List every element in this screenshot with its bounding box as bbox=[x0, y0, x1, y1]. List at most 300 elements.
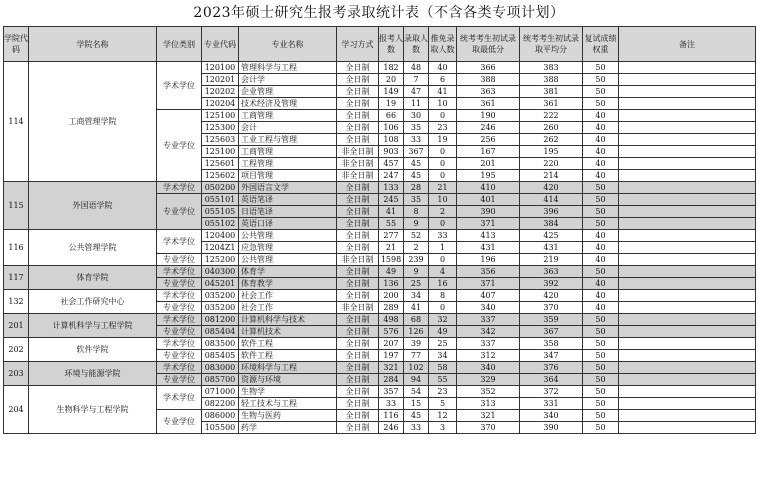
retest-weight-cell: 40 bbox=[583, 290, 619, 302]
applicants-cell: 133 bbox=[379, 182, 404, 194]
exempt-admitted-cell: 0 bbox=[429, 254, 457, 266]
avg-score-cell: 383 bbox=[520, 62, 583, 74]
retest-weight-cell: 50 bbox=[583, 74, 619, 86]
min-score-cell: 342 bbox=[457, 326, 520, 338]
retest-weight-cell: 50 bbox=[583, 338, 619, 350]
college-code-cell: 201 bbox=[4, 314, 29, 338]
major-code-cell: 1204Z1 bbox=[202, 242, 239, 254]
min-score-cell: 337 bbox=[457, 338, 520, 350]
remarks-cell bbox=[619, 62, 756, 74]
major-name-cell: 软件工程 bbox=[239, 350, 337, 362]
table-row bbox=[4, 266, 756, 278]
column-header: 学院名称 bbox=[29, 27, 157, 62]
college-name-cell: 环境与能源学院 bbox=[29, 362, 157, 386]
admitted-cell: 41 bbox=[404, 302, 429, 314]
min-score-cell: 361 bbox=[457, 98, 520, 110]
avg-score-cell: 363 bbox=[520, 266, 583, 278]
major-code-cell: 083500 bbox=[202, 338, 239, 350]
column-header: 复试成绩权重 bbox=[583, 27, 619, 62]
degree-type-cell: 专业学位 bbox=[157, 326, 202, 338]
header-row bbox=[4, 27, 756, 62]
major-name-cell: 项目管理 bbox=[239, 170, 337, 182]
admitted-cell: 8 bbox=[404, 206, 429, 218]
study-mode-cell: 非全日制 bbox=[337, 146, 379, 158]
exempt-admitted-cell: 10 bbox=[429, 194, 457, 206]
study-mode-cell: 全日制 bbox=[337, 314, 379, 326]
avg-score-cell: 414 bbox=[520, 194, 583, 206]
min-score-cell: 401 bbox=[457, 194, 520, 206]
exempt-admitted-cell: 40 bbox=[429, 62, 457, 74]
major-code-cell: 086000 bbox=[202, 410, 239, 422]
major-code-cell: 125602 bbox=[202, 170, 239, 182]
study-mode-cell: 全日制 bbox=[337, 278, 379, 290]
avg-score-cell: 420 bbox=[520, 290, 583, 302]
degree-type-cell: 学术学位 bbox=[157, 266, 202, 278]
retest-weight-cell: 50 bbox=[583, 182, 619, 194]
min-score-cell: 329 bbox=[457, 374, 520, 386]
retest-weight-cell: 50 bbox=[583, 374, 619, 386]
column-header: 学院代码 bbox=[4, 27, 29, 62]
exempt-admitted-cell: 1 bbox=[429, 242, 457, 254]
remarks-cell bbox=[619, 110, 756, 122]
avg-score-cell: 367 bbox=[520, 326, 583, 338]
applicants-cell: 41 bbox=[379, 206, 404, 218]
admitted-cell: 35 bbox=[404, 194, 429, 206]
retest-weight-cell: 50 bbox=[583, 86, 619, 98]
major-name-cell: 环境科学与工程 bbox=[239, 362, 337, 374]
column-header: 报考人数 bbox=[379, 27, 404, 62]
applicants-cell: 1598 bbox=[379, 254, 404, 266]
min-score-cell: 370 bbox=[457, 422, 520, 434]
remarks-cell bbox=[619, 158, 756, 170]
avg-score-cell: 262 bbox=[520, 134, 583, 146]
applicants-cell: 49 bbox=[379, 266, 404, 278]
major-name-cell: 管理科学与工程 bbox=[239, 62, 337, 74]
min-score-cell: 256 bbox=[457, 134, 520, 146]
avg-score-cell: 358 bbox=[520, 338, 583, 350]
college-name-cell: 生物科学与工程学院 bbox=[29, 386, 157, 434]
admitted-cell: 33 bbox=[404, 134, 429, 146]
major-code-cell: 125603 bbox=[202, 134, 239, 146]
study-mode-cell: 全日制 bbox=[337, 134, 379, 146]
exempt-admitted-cell: 12 bbox=[429, 410, 457, 422]
study-mode-cell: 全日制 bbox=[337, 326, 379, 338]
major-name-cell: 英语笔译 bbox=[239, 194, 337, 206]
min-score-cell: 337 bbox=[457, 314, 520, 326]
avg-score-cell: 347 bbox=[520, 350, 583, 362]
min-score-cell: 340 bbox=[457, 362, 520, 374]
major-name-cell: 资源与环境 bbox=[239, 374, 337, 386]
min-score-cell: 196 bbox=[457, 254, 520, 266]
column-header: 学习方式 bbox=[337, 27, 379, 62]
column-header: 统考考生初试录取最低分 bbox=[457, 27, 520, 62]
college-name-cell: 软件学院 bbox=[29, 338, 157, 362]
avg-score-cell: 390 bbox=[520, 422, 583, 434]
retest-weight-cell: 40 bbox=[583, 170, 619, 182]
major-name-cell: 软件工程 bbox=[239, 338, 337, 350]
avg-score-cell: 372 bbox=[520, 386, 583, 398]
column-header: 备注 bbox=[619, 27, 756, 62]
retest-weight-cell: 50 bbox=[583, 98, 619, 110]
major-code-cell: 125200 bbox=[202, 254, 239, 266]
remarks-cell bbox=[619, 86, 756, 98]
major-code-cell: 083000 bbox=[202, 362, 239, 374]
exempt-admitted-cell: 19 bbox=[429, 134, 457, 146]
retest-weight-cell: 40 bbox=[583, 158, 619, 170]
remarks-cell bbox=[619, 182, 756, 194]
table-row bbox=[4, 182, 756, 194]
retest-weight-cell: 50 bbox=[583, 398, 619, 410]
min-score-cell: 190 bbox=[457, 110, 520, 122]
exempt-admitted-cell: 23 bbox=[429, 386, 457, 398]
min-score-cell: 407 bbox=[457, 290, 520, 302]
study-mode-cell: 全日制 bbox=[337, 374, 379, 386]
college-code-cell: 132 bbox=[4, 290, 29, 314]
degree-type-cell: 专业学位 bbox=[157, 194, 202, 230]
applicants-cell: 197 bbox=[379, 350, 404, 362]
exempt-admitted-cell: 21 bbox=[429, 182, 457, 194]
applicants-cell: 55 bbox=[379, 218, 404, 230]
avg-score-cell: 359 bbox=[520, 314, 583, 326]
major-code-cell: 082200 bbox=[202, 398, 239, 410]
remarks-cell bbox=[619, 374, 756, 386]
applicants-cell: 277 bbox=[379, 230, 404, 242]
study-mode-cell: 全日制 bbox=[337, 398, 379, 410]
min-score-cell: 167 bbox=[457, 146, 520, 158]
major-name-cell: 公共管理 bbox=[239, 230, 337, 242]
avg-score-cell: 364 bbox=[520, 374, 583, 386]
exempt-admitted-cell: 0 bbox=[429, 218, 457, 230]
major-name-cell: 应急管理 bbox=[239, 242, 337, 254]
avg-score-cell: 420 bbox=[520, 182, 583, 194]
major-code-cell: 120202 bbox=[202, 86, 239, 98]
remarks-cell bbox=[619, 338, 756, 350]
retest-weight-cell: 40 bbox=[583, 302, 619, 314]
min-score-cell: 312 bbox=[457, 350, 520, 362]
admitted-cell: 68 bbox=[404, 314, 429, 326]
table-row bbox=[4, 290, 756, 302]
admitted-cell: 52 bbox=[404, 230, 429, 242]
remarks-cell bbox=[619, 242, 756, 254]
retest-weight-cell: 50 bbox=[583, 266, 619, 278]
applicants-cell: 247 bbox=[379, 170, 404, 182]
applicants-cell: 66 bbox=[379, 110, 404, 122]
min-score-cell: 431 bbox=[457, 242, 520, 254]
study-mode-cell: 全日制 bbox=[337, 266, 379, 278]
major-code-cell: 125300 bbox=[202, 122, 239, 134]
study-mode-cell: 全日制 bbox=[337, 206, 379, 218]
major-code-cell: 045201 bbox=[202, 278, 239, 290]
retest-weight-cell: 40 bbox=[583, 278, 619, 290]
major-name-cell: 工商管理 bbox=[239, 146, 337, 158]
major-code-cell: 050200 bbox=[202, 182, 239, 194]
avg-score-cell: 370 bbox=[520, 302, 583, 314]
retest-weight-cell: 50 bbox=[583, 410, 619, 422]
admitted-cell: 39 bbox=[404, 338, 429, 350]
major-code-cell: 055102 bbox=[202, 218, 239, 230]
degree-type-cell: 学术学位 bbox=[157, 182, 202, 194]
retest-weight-cell: 50 bbox=[583, 206, 619, 218]
exempt-admitted-cell: 0 bbox=[429, 302, 457, 314]
admitted-cell: 28 bbox=[404, 182, 429, 194]
admitted-cell: 48 bbox=[404, 62, 429, 74]
major-name-cell: 计算机科学与技术 bbox=[239, 314, 337, 326]
study-mode-cell: 全日制 bbox=[337, 290, 379, 302]
study-mode-cell: 全日制 bbox=[337, 386, 379, 398]
exempt-admitted-cell: 23 bbox=[429, 122, 457, 134]
remarks-cell bbox=[619, 314, 756, 326]
major-code-cell: 120204 bbox=[202, 98, 239, 110]
major-name-cell: 社会工作 bbox=[239, 302, 337, 314]
applicants-cell: 903 bbox=[379, 146, 404, 158]
admission-table bbox=[3, 26, 756, 434]
major-name-cell: 工业工程与管理 bbox=[239, 134, 337, 146]
remarks-cell bbox=[619, 134, 756, 146]
remarks-cell bbox=[619, 398, 756, 410]
major-name-cell: 企业管理 bbox=[239, 86, 337, 98]
min-score-cell: 201 bbox=[457, 158, 520, 170]
college-name-cell: 体育学院 bbox=[29, 266, 157, 290]
admitted-cell: 45 bbox=[404, 170, 429, 182]
avg-score-cell: 222 bbox=[520, 110, 583, 122]
remarks-cell bbox=[619, 122, 756, 134]
column-header: 录取人数 bbox=[404, 27, 429, 62]
exempt-admitted-cell: 32 bbox=[429, 314, 457, 326]
exempt-admitted-cell: 0 bbox=[429, 110, 457, 122]
remarks-cell bbox=[619, 230, 756, 242]
exempt-admitted-cell: 55 bbox=[429, 374, 457, 386]
study-mode-cell: 非全日制 bbox=[337, 158, 379, 170]
degree-type-cell: 学术学位 bbox=[157, 314, 202, 326]
admitted-cell: 9 bbox=[404, 266, 429, 278]
study-mode-cell: 全日制 bbox=[337, 182, 379, 194]
degree-type-cell: 专业学位 bbox=[157, 278, 202, 290]
major-name-cell: 轻工技术与工程 bbox=[239, 398, 337, 410]
column-header: 学位类别 bbox=[157, 27, 202, 62]
applicants-cell: 246 bbox=[379, 422, 404, 434]
admitted-cell: 102 bbox=[404, 362, 429, 374]
college-code-cell: 117 bbox=[4, 266, 29, 290]
min-score-cell: 366 bbox=[457, 62, 520, 74]
major-name-cell: 社会工作 bbox=[239, 290, 337, 302]
table-row bbox=[4, 62, 756, 74]
remarks-cell bbox=[619, 290, 756, 302]
remarks-cell bbox=[619, 386, 756, 398]
exempt-admitted-cell: 0 bbox=[429, 158, 457, 170]
study-mode-cell: 全日制 bbox=[337, 350, 379, 362]
applicants-cell: 116 bbox=[379, 410, 404, 422]
degree-type-cell: 学术学位 bbox=[157, 386, 202, 410]
avg-score-cell: 392 bbox=[520, 278, 583, 290]
retest-weight-cell: 40 bbox=[583, 230, 619, 242]
min-score-cell: 390 bbox=[457, 206, 520, 218]
major-code-cell: 071000 bbox=[202, 386, 239, 398]
major-code-cell: 125601 bbox=[202, 158, 239, 170]
exempt-admitted-cell: 58 bbox=[429, 362, 457, 374]
degree-type-cell: 专业学位 bbox=[157, 302, 202, 314]
retest-weight-cell: 40 bbox=[583, 122, 619, 134]
retest-weight-cell: 50 bbox=[583, 218, 619, 230]
table-row bbox=[4, 338, 756, 350]
admitted-cell: 77 bbox=[404, 350, 429, 362]
exempt-admitted-cell: 8 bbox=[429, 290, 457, 302]
admitted-cell: 30 bbox=[404, 110, 429, 122]
exempt-admitted-cell: 33 bbox=[429, 230, 457, 242]
remarks-cell bbox=[619, 302, 756, 314]
major-code-cell: 081200 bbox=[202, 314, 239, 326]
admitted-cell: 33 bbox=[404, 422, 429, 434]
avg-score-cell: 376 bbox=[520, 362, 583, 374]
admitted-cell: 367 bbox=[404, 146, 429, 158]
remarks-cell bbox=[619, 254, 756, 266]
remarks-cell bbox=[619, 74, 756, 86]
major-code-cell: 120201 bbox=[202, 74, 239, 86]
major-name-cell: 公共管理 bbox=[239, 254, 337, 266]
remarks-cell bbox=[619, 170, 756, 182]
retest-weight-cell: 40 bbox=[583, 146, 619, 158]
study-mode-cell: 全日制 bbox=[337, 362, 379, 374]
remarks-cell bbox=[619, 350, 756, 362]
remarks-cell bbox=[619, 422, 756, 434]
retest-weight-cell: 50 bbox=[583, 326, 619, 338]
applicants-cell: 245 bbox=[379, 194, 404, 206]
degree-type-cell: 专业学位 bbox=[157, 410, 202, 434]
column-header: 统考考生初试录取平均分 bbox=[520, 27, 583, 62]
major-name-cell: 体育学 bbox=[239, 266, 337, 278]
major-name-cell: 日语笔译 bbox=[239, 206, 337, 218]
college-code-cell: 115 bbox=[4, 182, 29, 230]
table-row bbox=[4, 362, 756, 374]
college-name-cell: 外国语学院 bbox=[29, 182, 157, 230]
admitted-cell: 45 bbox=[404, 410, 429, 422]
min-score-cell: 313 bbox=[457, 398, 520, 410]
min-score-cell: 363 bbox=[457, 86, 520, 98]
table-row bbox=[4, 386, 756, 398]
exempt-admitted-cell: 25 bbox=[429, 338, 457, 350]
college-code-cell: 204 bbox=[4, 386, 29, 434]
admitted-cell: 2 bbox=[404, 242, 429, 254]
admitted-cell: 9 bbox=[404, 218, 429, 230]
avg-score-cell: 381 bbox=[520, 86, 583, 98]
study-mode-cell: 全日制 bbox=[337, 338, 379, 350]
avg-score-cell: 331 bbox=[520, 398, 583, 410]
avg-score-cell: 260 bbox=[520, 122, 583, 134]
major-code-cell: 105500 bbox=[202, 422, 239, 434]
column-header: 推免录取人数 bbox=[429, 27, 457, 62]
remarks-cell bbox=[619, 218, 756, 230]
column-header: 专业代码 bbox=[202, 27, 239, 62]
study-mode-cell: 全日制 bbox=[337, 242, 379, 254]
min-score-cell: 321 bbox=[457, 410, 520, 422]
exempt-admitted-cell: 34 bbox=[429, 350, 457, 362]
exempt-admitted-cell: 0 bbox=[429, 170, 457, 182]
major-code-cell: 120400 bbox=[202, 230, 239, 242]
applicants-cell: 207 bbox=[379, 338, 404, 350]
applicants-cell: 20 bbox=[379, 74, 404, 86]
major-code-cell: 055101 bbox=[202, 194, 239, 206]
exempt-admitted-cell: 16 bbox=[429, 278, 457, 290]
major-code-cell: 085404 bbox=[202, 326, 239, 338]
exempt-admitted-cell: 49 bbox=[429, 326, 457, 338]
major-name-cell: 会计学 bbox=[239, 74, 337, 86]
applicants-cell: 357 bbox=[379, 386, 404, 398]
major-code-cell: 035200 bbox=[202, 302, 239, 314]
applicants-cell: 33 bbox=[379, 398, 404, 410]
applicants-cell: 106 bbox=[379, 122, 404, 134]
study-mode-cell: 全日制 bbox=[337, 122, 379, 134]
degree-type-cell: 专业学位 bbox=[157, 110, 202, 182]
study-mode-cell: 非全日制 bbox=[337, 254, 379, 266]
applicants-cell: 284 bbox=[379, 374, 404, 386]
min-score-cell: 371 bbox=[457, 278, 520, 290]
exempt-admitted-cell: 5 bbox=[429, 398, 457, 410]
study-mode-cell: 全日制 bbox=[337, 410, 379, 422]
retest-weight-cell: 40 bbox=[583, 242, 619, 254]
study-mode-cell: 全日制 bbox=[337, 74, 379, 86]
applicants-cell: 200 bbox=[379, 290, 404, 302]
study-mode-cell: 非全日制 bbox=[337, 170, 379, 182]
admitted-cell: 11 bbox=[404, 98, 429, 110]
retest-weight-cell: 40 bbox=[583, 110, 619, 122]
major-name-cell: 体育教学 bbox=[239, 278, 337, 290]
admitted-cell: 34 bbox=[404, 290, 429, 302]
page-title: 2023年硕士研究生报考录取统计表（不含各类专项计划） bbox=[193, 5, 565, 21]
major-name-cell: 工商管理 bbox=[239, 110, 337, 122]
remarks-cell bbox=[619, 266, 756, 278]
college-code-cell: 202 bbox=[4, 338, 29, 362]
major-code-cell: 125100 bbox=[202, 110, 239, 122]
applicants-cell: 149 bbox=[379, 86, 404, 98]
study-mode-cell: 全日制 bbox=[337, 98, 379, 110]
major-code-cell: 055105 bbox=[202, 206, 239, 218]
exempt-admitted-cell: 41 bbox=[429, 86, 457, 98]
college-code-cell: 114 bbox=[4, 62, 29, 182]
admitted-cell: 239 bbox=[404, 254, 429, 266]
major-code-cell: 125100 bbox=[202, 146, 239, 158]
applicants-cell: 498 bbox=[379, 314, 404, 326]
remarks-cell bbox=[619, 98, 756, 110]
remarks-cell bbox=[619, 146, 756, 158]
remarks-cell bbox=[619, 326, 756, 338]
retest-weight-cell: 50 bbox=[583, 194, 619, 206]
exempt-admitted-cell: 3 bbox=[429, 422, 457, 434]
retest-weight-cell: 50 bbox=[583, 62, 619, 74]
admitted-cell: 47 bbox=[404, 86, 429, 98]
degree-type-cell: 学术学位 bbox=[157, 62, 202, 110]
major-name-cell: 计算机技术 bbox=[239, 326, 337, 338]
study-mode-cell: 全日制 bbox=[337, 218, 379, 230]
applicants-cell: 108 bbox=[379, 134, 404, 146]
major-code-cell: 040300 bbox=[202, 266, 239, 278]
retest-weight-cell: 40 bbox=[583, 134, 619, 146]
retest-weight-cell: 50 bbox=[583, 422, 619, 434]
major-code-cell: 085700 bbox=[202, 374, 239, 386]
column-header: 专业名称 bbox=[239, 27, 337, 62]
admitted-cell: 45 bbox=[404, 158, 429, 170]
admitted-cell: 54 bbox=[404, 386, 429, 398]
college-name-cell: 公共管理学院 bbox=[29, 230, 157, 266]
avg-score-cell: 425 bbox=[520, 230, 583, 242]
college-code-cell: 116 bbox=[4, 230, 29, 266]
admitted-cell: 15 bbox=[404, 398, 429, 410]
degree-type-cell: 学术学位 bbox=[157, 230, 202, 254]
avg-score-cell: 195 bbox=[520, 146, 583, 158]
degree-type-cell: 学术学位 bbox=[157, 290, 202, 302]
major-name-cell: 技术经济及管理 bbox=[239, 98, 337, 110]
study-mode-cell: 全日制 bbox=[337, 194, 379, 206]
study-mode-cell: 全日制 bbox=[337, 230, 379, 242]
applicants-cell: 457 bbox=[379, 158, 404, 170]
